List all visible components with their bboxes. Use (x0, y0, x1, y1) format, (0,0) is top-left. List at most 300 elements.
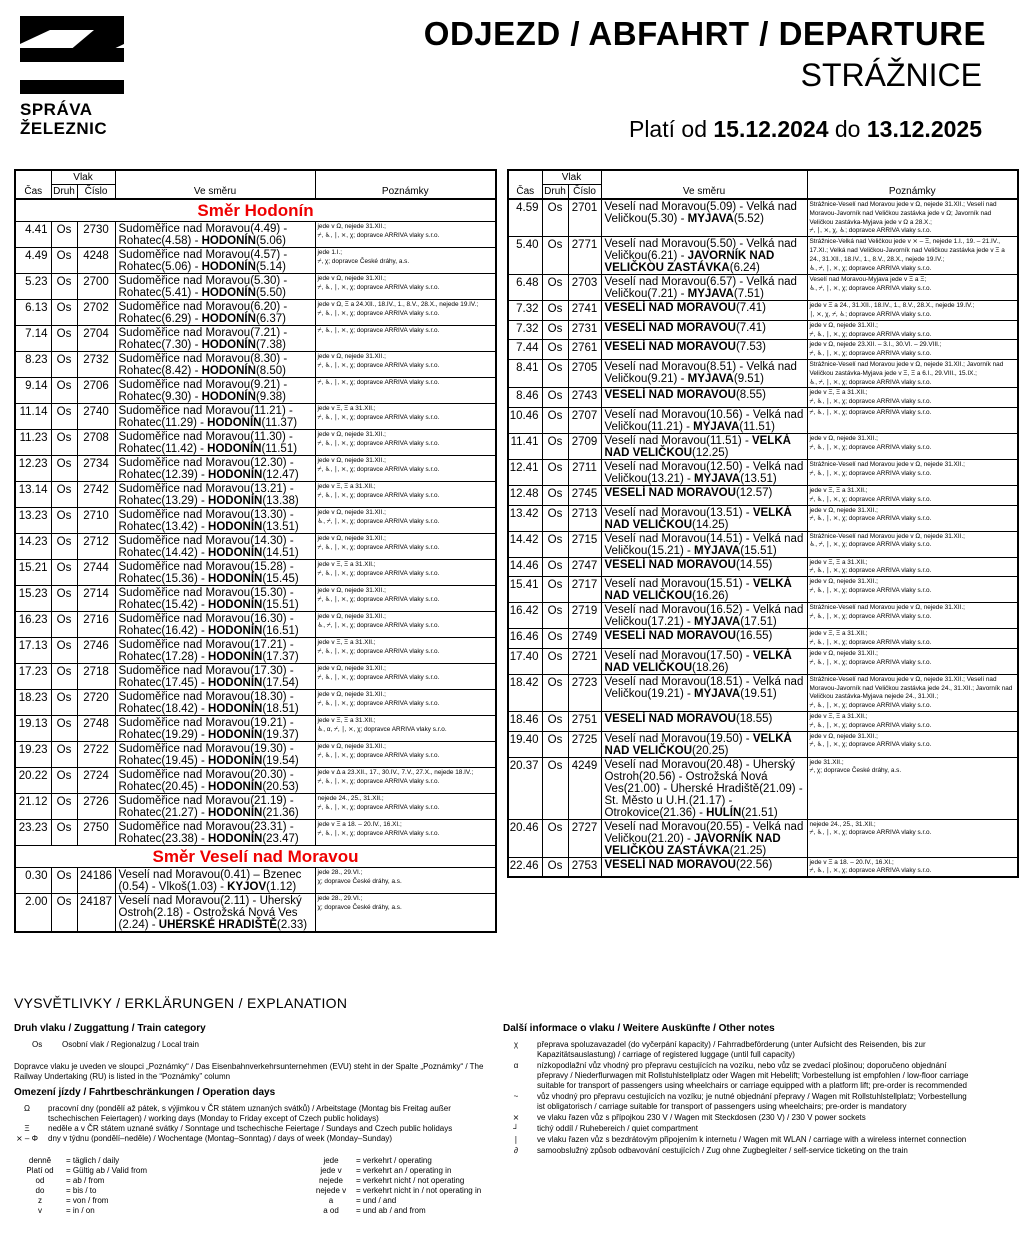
col-notes: Poznámky (807, 185, 1018, 200)
train-number: 2717 (568, 577, 601, 603)
train-notes: Strážnice-Veselí nad Moravou jede v Ω, nejede 31.XII.; Veselí nad Moravou-Javorník nad Veličkou zastávka jede v Ω; Javorník nad Veličkou zastávka-Myjava jede v Ω a 28.X.; ⌿, ∣, ⨯, χ, ♿; dopravce ARRIVA vlaky s.r.o. (807, 199, 1018, 237)
direction (115, 222, 315, 248)
direction-arrival: (15.51) (740, 544, 777, 557)
direction-arrival: (20.25) (692, 744, 729, 757)
train-notes: ⌿, ♿, ∣, ⨯, χ; dopravce ARRIVA vlaky s.r.o. (315, 378, 496, 404)
departure-row (508, 388, 1018, 408)
days-title: Omezení jízdy / Fahrtbeschränkungen / Operation days (14, 1087, 276, 1098)
departure-row (508, 485, 1018, 505)
term-cell: jede (323, 1156, 339, 1165)
train-number: 2718 (77, 664, 115, 690)
train-type: Os (51, 768, 77, 794)
direction (115, 868, 315, 894)
direction-via: Sudoměřice nad Moravou(9.21) - Rohatec(9.30) - (118, 379, 288, 403)
train-notes: jede v Ξ, Ξ a 31.XII.; ⌿, ♿, ∣, ⨯, χ; dopravce ARRIVA vlaky s.r.o. (807, 557, 1018, 577)
departure-time: 12.23 (15, 456, 51, 482)
train-number: 2721 (568, 648, 601, 674)
train-number: 2761 (568, 340, 601, 360)
train-number: 2724 (77, 768, 115, 794)
term-cell: z (38, 1196, 42, 1205)
departure-row (15, 378, 496, 404)
direction-via: Sudoměřice nad Moravou(7.21) - Rohatec(7.30) - (118, 327, 288, 351)
train-number: 2731 (568, 320, 601, 340)
info-text: ve vlaku řazen vůz s bezdrátovým připojením k internetu / Wagen mit WLAN / carriage with a wireless internet connection (537, 1135, 967, 1144)
train-number: 4248 (77, 248, 115, 274)
train-type: Os (542, 320, 568, 340)
direction-destination: JAVORNÍK NAD VELIČKOU ZASTÁVKA (604, 250, 775, 275)
direction-destination: HODONÍN (208, 521, 263, 533)
departure-time: 7.14 (15, 326, 51, 352)
direction-via: Sudoměřice nad Moravou(14.30) - Rohatec(14.42) - (118, 535, 294, 559)
train-notes: jede v Ω, nejede 31.XII.; ♿, ⌿, ∣, ⨯, χ; dopravce ARRIVA vlaky s.r.o. (315, 612, 496, 638)
train-number: 2714 (77, 586, 115, 612)
direction-destination: HODONÍN (208, 677, 263, 689)
train-number: 2749 (568, 629, 601, 649)
train-notes: Veselí nad Moravou-Myjava jede v Ξ a Ξ; ♿, ⌿, ∣, ⨯, χ; dopravce ARRIVA vlaky s.r.o. (807, 275, 1018, 301)
departure-row (15, 430, 496, 456)
train-type: Os (51, 690, 77, 716)
info-symbol: ∣ (514, 1135, 518, 1144)
direction (601, 757, 807, 819)
col-direction: Ve směru (115, 185, 315, 200)
direction-destination: MYJAVA (694, 472, 741, 485)
direction (601, 819, 807, 857)
train-type: Os (51, 586, 77, 612)
direction (115, 300, 315, 326)
direction-arrival: (17.37) (262, 651, 299, 663)
direction-arrival: (11.51) (739, 420, 775, 433)
departure-row (15, 326, 496, 352)
departure-row (15, 794, 496, 820)
train-notes: ⌿, ♿, ∣, ⨯, χ; dopravce ARRIVA vlaky s.r.o. (807, 407, 1018, 433)
carrier-note: Dopravce vlaku je uveden ve sloupci „Poznámky“ / Das Eisenbahnverkehrsunternehmen (EVU) steht in der Spalte „Poznámky“ / The Railway Undertaking (RU) is listed in the “Poznámky” column (14, 1062, 484, 1081)
term-cell: = und / and (356, 1196, 397, 1205)
info-symbol: ∂ (514, 1146, 518, 1155)
train-number: 2771 (568, 237, 601, 275)
direction-via: Sudoměřice nad Moravou(12.30) - Rohatec(12.39) - (118, 457, 294, 481)
direction-destination: VESELÍ NAD MORAVOU (604, 558, 736, 571)
direction-destination: VELKÁ NAD VELIČKOU (604, 649, 792, 674)
train-type: Os (51, 456, 77, 482)
direction-destination: HODONÍN (208, 833, 263, 845)
departure-time: 18.42 (508, 674, 542, 711)
train-type: Os (51, 352, 77, 378)
direction-arrival: (13.38) (262, 495, 299, 507)
direction-arrival: (22.56) (735, 858, 773, 871)
departure-time: 16.46 (508, 629, 542, 649)
direction-via: Sudoměřice nad Moravou(13.21) - Rohatec(13.29) - (118, 483, 294, 507)
term-cell: nejede (318, 1176, 344, 1185)
departure-row (15, 222, 496, 248)
train-type: Os (542, 199, 568, 237)
term-cell: = täglich / daily (66, 1156, 120, 1165)
info-item (503, 1135, 973, 1145)
departure-row (15, 586, 496, 612)
info-text: vůz vhodný pro přepravu cestujících na vozíku; je nutné objednání přepravy / Wagen mit Rollstuhlstellplatz; Vorbestellung ist obligatorisch / carriage suitable for transport of passengers using wheelchairs; pre-order is mandatory (537, 1092, 967, 1111)
train-number: 2705 (568, 359, 601, 387)
train-number: 2706 (77, 378, 115, 404)
direction-destination: HODONÍN (208, 651, 263, 663)
train-number: 2700 (77, 274, 115, 300)
section-row (15, 199, 496, 222)
direction-destination: MYJAVA (687, 213, 734, 225)
train-notes: jede v Ξ a 18. – 20.IV., 16.XI.; ⌿, ♿, ∣, ⨯, χ; dopravce ARRIVA vlaky s.r.o. (807, 857, 1018, 877)
direction (601, 407, 807, 433)
term-cell: = verkehrt nicht / not operating (356, 1176, 465, 1185)
term-cell: = Gültig ab / Valid from (66, 1166, 147, 1175)
col-number: Číslo (77, 185, 115, 200)
departure-row (15, 868, 496, 894)
departure-time: 20.22 (15, 768, 51, 794)
departure-row (508, 459, 1018, 485)
direction-destination: HODONÍN (201, 287, 256, 299)
direction (601, 320, 807, 340)
train-notes: jede v Ω, nejede 31.XII.; ⌿, ♿, ∣, ⨯, χ; dopravce ARRIVA vlaky s.r.o. (315, 456, 496, 482)
departure-time: 13.23 (15, 508, 51, 534)
direction-via: Veselí nad Moravou(5.50) - Velká nad Veličkou(6.21) - (604, 238, 797, 263)
train-type: Os (51, 300, 77, 326)
train-number: 2727 (568, 819, 601, 857)
train-number: 2725 (568, 731, 601, 757)
direction-destination: HODONÍN (208, 599, 263, 611)
direction-arrival: (18.51) (262, 703, 299, 715)
direction-arrival: (7.41) (735, 302, 766, 315)
train-notes: jede v Ξ, Ξ a 31.XII.; ⌿, ♿, ∣, ⨯, χ; dopravce ARRIVA vlaky s.r.o. (807, 485, 1018, 505)
direction-via: Veselí nad Moravou(19.50) - (604, 732, 753, 745)
departure-time: 14.42 (508, 531, 542, 557)
train-number: 2723 (568, 674, 601, 711)
direction (601, 711, 807, 731)
direction (601, 485, 807, 505)
departure-time: 22.46 (508, 857, 542, 877)
term-cell: = verkehrt / operating (356, 1156, 432, 1165)
departure-time: 20.37 (508, 757, 542, 819)
days-symbol: Ω (24, 1104, 30, 1113)
days-text: pracovní dny (pondělí až pátek, s výjimkou v ČR státem uznaných svátků) / Arbeitstage (Montag bis Freitag außer tschechischen Feiertagen) / working days (Monday to Friday except of Czech public holidays) (48, 1104, 451, 1123)
direction-via: Veselí nad Moravou(20.48) - Uherský Ostroh(20.56) - Ostrožská Nová Ves(21.00) - Uherské Hradiště(21.09) - St. Město u U.H.(21.17) - Otrokovice(21.36) - (604, 758, 803, 819)
departure-time: 14.23 (15, 534, 51, 560)
train-notes: jede v Ω, nejede 31.XII.; ⌿, ♿, ∣, ⨯, χ; dopravce ARRIVA vlaky s.r.o. (315, 534, 496, 560)
train-type: Os (542, 603, 568, 629)
train-notes: nejede 24., 25., 31.XII.; ⌿, ♿, ∣, ⨯, χ; dopravce ARRIVA vlaky s.r.o. (315, 794, 496, 820)
departure-row (508, 577, 1018, 603)
term-cell: denně (28, 1156, 52, 1165)
direction-via: Sudoměřice nad Moravou(17.30) - Rohatec(17.45) - (118, 665, 294, 689)
direction-arrival: (7.38) (255, 339, 286, 351)
departure-time: 21.12 (15, 794, 51, 820)
direction-destination: HODONÍN (201, 391, 256, 403)
direction-via: Sudoměřice nad Moravou(8.30) - Rohatec(8.42) - (118, 353, 288, 377)
train-number: 2715 (568, 531, 601, 557)
direction-via: Sudoměřice nad Moravou(21.19) - Rohatec(21.27) - (118, 795, 294, 819)
train-notes: jede v Ξ a 24., 31.XII., 18.IV., 1., 8.V., 28.X., nejede 19.IV.; ∣, ⨯, χ, ⌿, ♿; dopravce ARRIVA vlaky s.r.o. (807, 301, 1018, 321)
direction-via: Veselí nad Moravou(18.51) - Velká nad Veličkou(19.21) - (604, 675, 804, 700)
departure-time: 16.42 (508, 603, 542, 629)
departure-row (15, 300, 496, 326)
departure-row (15, 768, 496, 794)
section-title: Směr Hodonín (15, 199, 496, 222)
direction-via: Veselí nad Moravou(5.09) - Velká nad Veličkou(5.30) - (604, 201, 797, 225)
direction-arrival: (14.25) (692, 518, 729, 531)
departure-time: 7.32 (508, 320, 542, 340)
info-symbol: χ (513, 1040, 519, 1049)
explanation (14, 995, 1010, 1215)
departure-row (508, 275, 1018, 301)
departure-time: 6.13 (15, 300, 51, 326)
train-type: Os (542, 237, 568, 275)
train-number: 2734 (77, 456, 115, 482)
train-notes: Strážnice-Veselí nad Moravou jede v Ω, nejede 31.XII.; Javorník nad Veličkou zastávka-Myjava jede v Ξ, Ξ a 6.I., 29.VIII., 15.IX.; ♿, ⌿, ∣, ⨯, χ; dopravce ARRIVA vlaky s.r.o. (807, 359, 1018, 387)
direction (115, 534, 315, 560)
train-number: 2741 (568, 301, 601, 321)
direction-arrival: (7.53) (735, 341, 766, 354)
info-item (503, 1146, 973, 1156)
col-train: Vlak (51, 170, 115, 185)
direction-arrival: (15.45) (262, 573, 299, 585)
train-type: Os (51, 508, 77, 534)
train-type: Os (51, 248, 77, 274)
term-cell: = verkehrt nicht in / not operating in (356, 1186, 482, 1195)
direction-arrival: (9.38) (255, 391, 286, 403)
days-text: dny v týdnu (pondělí–neděle) / Wochentage (Montag–Sonntag) / days of week (Monday–Sunday) (48, 1134, 393, 1143)
train-notes: jede v Ξ, Ξ a 31.XII.; ⌿, ♿, ∣, ⨯, χ; dopravce ARRIVA vlaky s.r.o. (315, 560, 496, 586)
train-notes: jede v Ω, nejede 31.XII.; ⌿, ♿, ∣, ⨯, χ; dopravce ARRIVA vlaky s.r.o. (807, 577, 1018, 603)
direction-arrival: (8.55) (735, 389, 766, 402)
direction-arrival: (6.37) (255, 313, 286, 325)
direction (115, 794, 315, 820)
train-notes: jede v Ξ, Ξ a 31.XII.; ⌿, ♿, ∣, ⨯, χ; dopravce ARRIVA vlaky s.r.o. (315, 638, 496, 664)
train-notes: jede v Ω, Ξ a 24.XII., 18.IV., 1., 8.V., 28.X., nejede 19.IV.; ⌿, ♿, ∣, ⨯, χ; dopravce ARRIVA vlaky s.r.o. (315, 300, 496, 326)
train-notes: jede v Ξ, Ξ a 31.XII.; ⌿, ♿, ∣, ⨯, χ; dopravce ARRIVA vlaky s.r.o. (807, 629, 1018, 649)
departure-time: 17.13 (15, 638, 51, 664)
departure-time: 18.23 (15, 690, 51, 716)
direction-arrival: (7.41) (735, 321, 766, 334)
departure-row (508, 505, 1018, 531)
days-item (14, 1124, 494, 1134)
direction (601, 301, 807, 321)
direction (115, 456, 315, 482)
term-cell: v (38, 1206, 42, 1215)
direction (601, 648, 807, 674)
info-item (503, 1113, 973, 1123)
direction-arrival: (17.54) (262, 677, 299, 689)
direction (601, 857, 807, 877)
direction-destination: VESELÍ NAD MORAVOU (604, 389, 736, 402)
info-symbol: ⨯ (512, 1113, 520, 1122)
train-number: 2702 (77, 300, 115, 326)
info-item (503, 1124, 973, 1134)
direction-arrival: (8.50) (255, 365, 286, 377)
train-type: Os (51, 378, 77, 404)
departure-time: 19.40 (508, 731, 542, 757)
direction-destination: HODONÍN (207, 417, 262, 429)
category-symbol: Os (32, 1040, 43, 1049)
departure-row (508, 603, 1018, 629)
train-notes: Strážnice-Veselí nad Moravou jede v Ω, nejede 31.XII.; Veselí nad Moravou-Javorník nad Veličkou zastávka jede 24., 31.XII.; Javorník nad Veličkou zastávka-Myjava nejede 24., 31.XII.; ⌿, ♿, ∣, ⨯, χ; dopravce ARRIVA vlaky s.r.o. (807, 674, 1018, 711)
direction (601, 275, 807, 301)
col-type: Druh (542, 185, 568, 200)
departure-time: 5.23 (15, 274, 51, 300)
train-type: Os (51, 222, 77, 248)
direction-via: Sudoměřice nad Moravou(15.30) - Rohatec(15.42) - (118, 587, 294, 611)
departure-time: 9.14 (15, 378, 51, 404)
departure-row (15, 404, 496, 430)
direction-via: Sudoměřice nad Moravou(17.21) - Rohatec(17.28) - (118, 639, 294, 663)
departure-row (508, 731, 1018, 757)
train-type: Os (51, 404, 77, 430)
direction-destination: HODONÍN (208, 729, 263, 741)
direction (115, 274, 315, 300)
term-cell: = von / from (66, 1196, 109, 1205)
term-cell: a (328, 1196, 334, 1205)
departure-row (15, 612, 496, 638)
train-notes: jede v Ω, nejede 31.XII.; ⌿, ♿, ∣, ⨯, χ; dopravce ARRIVA vlaky s.r.o. (807, 433, 1018, 459)
info-text: nízkopodlažní vůz vhodný pro přepravu cestujících na vozíku, nebo vůz se zvedací plošinou; doporučeno objednání přepravy / Niederflurwagen mit Rollstuhlstellplatz oder Wagen mit Hebelift; Vorbestellung ist empfohlen / low-floor carriage suitable for transport of passengers using wheelchairs or carriage equipped with a platform lift; pre-order is recommended (537, 1061, 969, 1090)
days-text: neděle a v ČR státem uznané svátky / Sonntage und tschechische Feiertage / Sundays and Czech public holidays (48, 1124, 453, 1133)
departure-time: 15.41 (508, 577, 542, 603)
train-notes: Strážnice-Veselí nad Moravou jede v Ω, nejede 31.XII.; ⌿, ♿, ∣, ⨯, χ; dopravce ARRIVA vlaky s.r.o. (807, 459, 1018, 485)
departure-time: 11.14 (15, 404, 51, 430)
direction-destination: VELKÁ NAD VELIČKOU (604, 434, 791, 459)
departure-time: 13.14 (15, 482, 51, 508)
direction-destination: MYJAVA (687, 372, 734, 385)
train-type: Os (542, 459, 568, 485)
info-symbol: ~ (513, 1092, 519, 1101)
direction-via: Sudoměřice nad Moravou(11.21) - Rohatec(11.29) - (118, 405, 293, 429)
direction-destination: VESELÍ NAD MORAVOU (604, 302, 736, 315)
direction (115, 768, 315, 794)
train-type: Os (542, 731, 568, 757)
direction-arrival: (12.47) (262, 469, 299, 481)
train-notes: jede v Ω, nejede 31.XII.; ⌿, ♿, ∣, ⨯, χ; dopravce ARRIVA vlaky s.r.o. (315, 430, 496, 456)
direction-destination: HODONÍN (208, 495, 263, 507)
direction-arrival: (17.51) (740, 616, 777, 629)
train-number: 2720 (77, 690, 115, 716)
direction-arrival: (23.47) (262, 833, 299, 845)
train-number: 2753 (568, 857, 601, 877)
direction-arrival: (21.25) (729, 844, 767, 857)
direction (601, 237, 807, 275)
train-number: 2713 (568, 505, 601, 531)
direction-arrival: (12.25) (692, 446, 729, 459)
direction-via: Veselí nad Moravou(14.51) - Velká nad Veličkou(15.21) - (604, 532, 804, 557)
train-number: 2750 (77, 820, 115, 846)
departure-row (15, 274, 496, 300)
direction-destination: HODONÍN (208, 755, 263, 767)
direction-destination: HULÍN (706, 806, 742, 819)
direction-destination: HODONÍN (208, 469, 263, 481)
train-type: Os (51, 664, 77, 690)
train-notes: jede v Ξ, Ξ a 31.XII.; ⌿, ♿, ∣, ⨯, χ; dopravce ARRIVA vlaky s.r.o. (807, 388, 1018, 408)
direction (601, 731, 807, 757)
direction (115, 378, 315, 404)
departure-time: 4.49 (15, 248, 51, 274)
direction-via: Veselí nad Moravou(13.51) - (604, 506, 753, 519)
days-symbol: Ξ (24, 1124, 30, 1133)
departure-row (508, 757, 1018, 819)
direction-via: Sudoměřice nad Moravou(11.30) - Rohatec(11.42) - (118, 431, 293, 455)
direction-arrival: (13.51) (262, 521, 299, 533)
train-notes: jede v Ω, nejede 31.XII.; ⌿, ♿, ∣, ⨯, χ; dopravce ARRIVA vlaky s.r.o. (807, 731, 1018, 757)
direction-arrival: (5.52) (733, 213, 764, 225)
train-notes: ⌿, ♿, ∣, ⨯, χ; dopravce ARRIVA vlaky s.r.o. (315, 326, 496, 352)
direction-arrival: (21.51) (741, 806, 778, 819)
info-text: tichý oddíl / Ruhebereich / quiet compartment (537, 1124, 698, 1133)
direction (115, 638, 315, 664)
train-notes: nejede 24., 25., 31.XII.; ⌿, ♿, ∣, ⨯, χ; dopravce ARRIVA vlaky s.r.o. (807, 819, 1018, 857)
train-notes: jede v Ω, nejede 31.XII.; ⌿, ♿, ∣, ⨯, χ; dopravce ARRIVA vlaky s.r.o. (807, 320, 1018, 340)
direction (115, 820, 315, 846)
brand-line-2: ŽELEZNIC (20, 119, 108, 138)
col-time: Čas (15, 185, 51, 200)
train-type: Os (51, 894, 77, 933)
train-type: Os (542, 505, 568, 531)
term-cell: = und ab / and from (356, 1206, 426, 1215)
direction-arrival: (5.06) (255, 235, 286, 247)
departure-row (508, 340, 1018, 360)
direction-destination: HODONÍN (201, 235, 256, 247)
departure-time: 18.46 (508, 711, 542, 731)
train-number: 24187 (77, 894, 115, 933)
direction-destination: MYJAVA (694, 687, 741, 700)
train-notes: jede v Ω, nejede 31.XII.; ⌿, ♿, ∣, ⨯, χ; dopravce ARRIVA vlaky s.r.o. (315, 222, 496, 248)
train-type: Os (51, 716, 77, 742)
departure-row (508, 648, 1018, 674)
train-type: Os (542, 485, 568, 505)
direction-destination: VESELÍ NAD MORAVOU (604, 630, 736, 643)
train-number: 2716 (77, 612, 115, 638)
term-cell: Platí od (26, 1166, 54, 1175)
direction-destination: HODONÍN (208, 807, 263, 819)
direction-via: Sudoměřice nad Moravou(18.30) - Rohatec(18.42) - (118, 691, 294, 715)
departure-row (15, 820, 496, 846)
departure-row (508, 557, 1018, 577)
direction-destination: HODONÍN (201, 339, 256, 351)
direction-via: Sudoměřice nad Moravou(4.57) - Rohatec(5.06) - (118, 249, 288, 273)
direction-via: Veselí nad Moravou(17.50) - (604, 649, 753, 662)
direction-arrival: (16.51) (262, 625, 299, 637)
direction (115, 482, 315, 508)
direction-destination: VELKÁ NAD VELIČKOU (604, 578, 792, 603)
direction (601, 603, 807, 629)
explanation-title: VYSVĚTLIVKY / ERKLÄRUNGEN / EXPLANATION (14, 995, 348, 1011)
train-type: Os (542, 857, 568, 877)
departure-row (508, 237, 1018, 275)
info-title: Další informace o vlaku / Weitere Auskünfte / Other notes (503, 1023, 775, 1034)
term-cell: a od (323, 1206, 339, 1215)
train-notes: jede v Ω, nejede 31.XII.; ⌿, ♿, ∣, ⨯, χ; dopravce ARRIVA vlaky s.r.o. (315, 586, 496, 612)
train-notes: Strážnice-Veselí nad Moravou jede v Ω, nejede 31.XII.; ⌿, ♿, ∣, ⨯, χ; dopravce ARRIVA vlaky s.r.o. (807, 603, 1018, 629)
direction-via: Sudoměřice nad Moravou(19.30) - Rohatec(19.45) - (118, 743, 294, 767)
direction-arrival: (7.51) (733, 288, 764, 301)
train-number: 2740 (77, 404, 115, 430)
train-notes: jede 28., 29.VI.; χ; dopravce České dráhy, a.s. (315, 868, 496, 894)
departure-row (15, 248, 496, 274)
departure-row (15, 352, 496, 378)
direction-arrival: (1.12) (266, 881, 297, 893)
train-type: Os (51, 560, 77, 586)
direction-destination: HODONÍN (208, 703, 263, 715)
direction-arrival: (16.26) (692, 590, 729, 603)
train-notes: jede v Ω, nejede 31.XII.; ⌿, ♿, ∣, ⨯, χ; dopravce ARRIVA vlaky s.r.o. (807, 505, 1018, 531)
direction-arrival: (13.51) (740, 472, 777, 485)
train-notes: jede v Ξ, Ξ a 31.XII.; ⌿, ♿, ∣, ⨯, χ; dopravce ARRIVA vlaky s.r.o. (807, 711, 1018, 731)
train-type: Os (542, 757, 568, 819)
direction (601, 505, 807, 531)
direction-arrival: (19.54) (262, 755, 299, 767)
departure-time: 23.23 (15, 820, 51, 846)
departure-row (15, 508, 496, 534)
